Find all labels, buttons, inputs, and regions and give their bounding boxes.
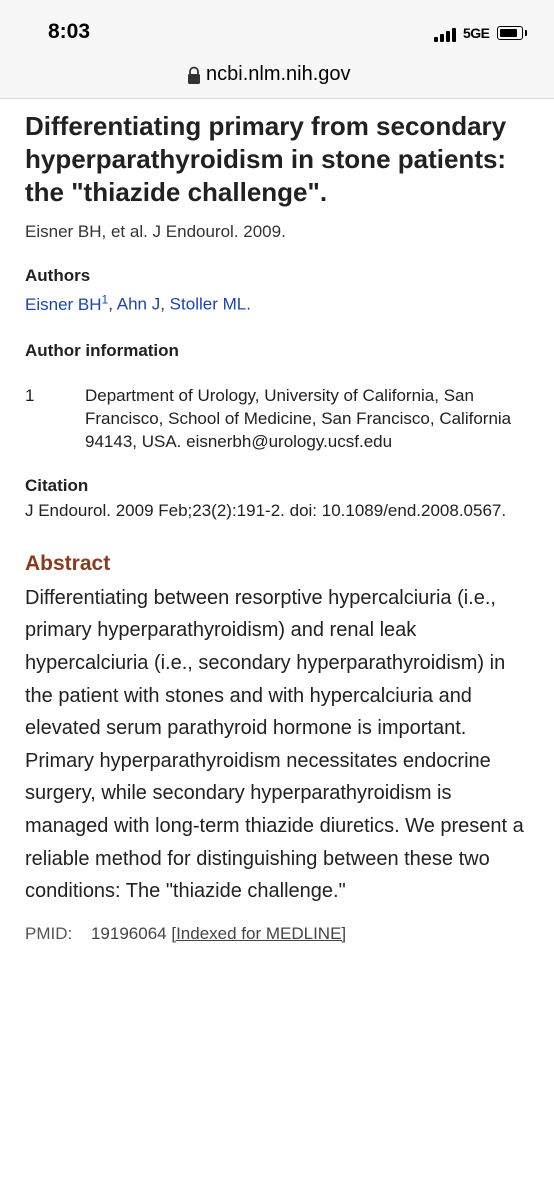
network-type: 5GE: [463, 25, 490, 41]
authors-heading: Authors: [25, 266, 91, 286]
author-separator: ,: [160, 294, 170, 314]
author-affiliation-marker[interactable]: 1: [101, 292, 109, 307]
affiliation-number: 1: [25, 385, 35, 405]
status-bar: [0, 0, 554, 56]
battery-icon: [497, 26, 523, 40]
authors-list: [25, 292, 535, 315]
article-content: [25, 110, 535, 944]
citation-heading: Citation: [25, 475, 89, 495]
article-title: Differentiating primary from secondary hyperparathyroidism in stone patients: the "thiazide challenge".: [25, 111, 507, 207]
pmid-value: 19196064: [90, 923, 167, 943]
short-citation: Eisner BH, et al. J Endourol. 2009.: [25, 222, 286, 242]
lock-icon: [186, 66, 202, 86]
abstract-text: Differentiating between resorptive hypercalciuria (i.e., primary hyperparathyroidism) and renal leak hypercalciuria (i.e., secondary hyperparathyroidism) in the patient with stones and with hypercalciuria and elevated serum parathyroid hormone is important. Primary hyperparathyroidism necessitates endocrine surgery, while secondary hyperparathyroidism is managed with long-term thiazide diuretics. We present a reliable method for distinguishing between these two conditions: The "thiazide challenge.": [25, 586, 524, 903]
author-link[interactable]: Eisner $BH^1$: [25, 292, 109, 314]
signal-strength-icon: [434, 28, 460, 42]
battery-level: [500, 29, 517, 37]
pmid-line: [25, 924, 535, 944]
abstract-heading: Abstract: [25, 551, 111, 575]
address-bar[interactable]: [0, 56, 554, 99]
medline-link[interactable]: [Indexed for MEDLINE]: [171, 923, 347, 943]
battery-tip: [525, 30, 527, 36]
author-link[interactable]: Stoller ML: [169, 294, 247, 314]
affiliation-text: Department of Urology, University of California, San Francisco, School of Medicine, San Francisco, California 94143, USA. eisnerbh@urology.ucsf.edu: [85, 385, 512, 451]
url-domain[interactable]: ncbi.nlm.nih.gov: [206, 63, 351, 85]
author-info-heading[interactable]: Author information: [25, 340, 179, 360]
author-link[interactable]: Ahn J: [116, 294, 161, 314]
status-time: 8:03: [48, 20, 91, 43]
author-separator: ,: [108, 294, 117, 314]
author-separator: .: [246, 294, 251, 314]
affiliation: [25, 385, 535, 454]
citation-text: J Endourol. 2009 Feb;23(2):191-2. doi: 10.1089/end.2008.0567.: [25, 500, 507, 520]
pmid-label: PMID:: [25, 923, 73, 943]
